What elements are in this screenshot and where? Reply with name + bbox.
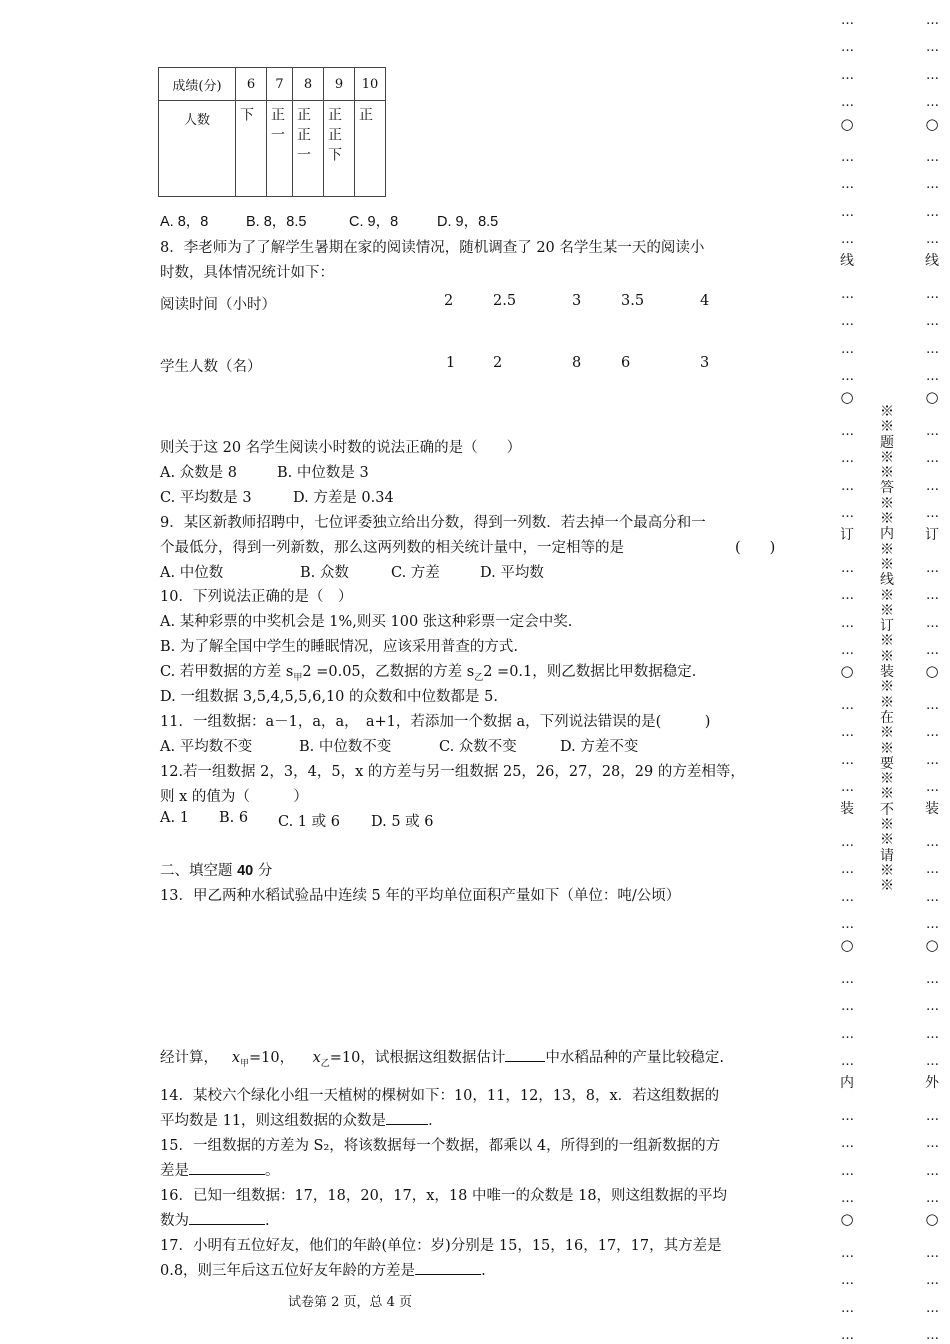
margin-dots: …	[841, 1109, 853, 1124]
margin-dots: …	[926, 205, 938, 220]
margin-dots: …	[926, 698, 938, 713]
margin-dots: …	[926, 835, 938, 850]
margin-dots: …	[926, 1301, 938, 1316]
margin-label: 装	[840, 801, 854, 817]
margin-dots: …	[841, 588, 853, 603]
margin-dots: …	[841, 1301, 853, 1316]
margin-label: 外	[925, 1075, 939, 1091]
margin-dots: …	[926, 1191, 938, 1206]
margin-dots: …	[841, 479, 853, 494]
q10-stem: 10．下列说法正确的是（ ）	[160, 589, 353, 605]
q17-line1: 17．小明有五位好友，他们的年龄(单位：岁)分别是 15，15，16，17，17，其方差是	[160, 1238, 722, 1254]
margin-dots: …	[926, 999, 938, 1014]
binding-margin-inner	[837, 0, 857, 1344]
reading-table-cell: 3.5	[621, 293, 645, 309]
score-table-header-cell: 6	[236, 68, 267, 101]
margin-circle-icon: ○	[925, 388, 939, 406]
reading-table-row2-label: 学生人数（名）	[160, 359, 262, 375]
section2-score: 40	[237, 863, 254, 879]
q10-option-c	[160, 660, 696, 683]
margin-dots: …	[841, 205, 853, 220]
score-table-count-row	[159, 101, 386, 197]
tally-cell: 下	[238, 107, 254, 127]
q17-line2-pre: 0.8，则三年后这五位好友年龄的方差是	[160, 1263, 416, 1279]
score-table-header-cell: 10	[355, 68, 386, 101]
reading-table-cell: 2	[493, 355, 503, 371]
margin-label: 装	[925, 801, 939, 817]
q9-option-b: B. 众数	[300, 565, 349, 581]
q12-option-b: B. 6	[219, 810, 249, 826]
q10-c-pre: C. 若甲数据的方差 s	[160, 664, 294, 680]
margin-circle-icon: ○	[840, 936, 854, 954]
q9-stem-line2: 个最低分，得到一列新数，那么这两列数的相关统计量中，一定相等的是	[160, 540, 624, 556]
section2-title-text: 二、填空题	[160, 863, 233, 879]
q13-answer-blank[interactable]	[505, 1048, 545, 1062]
margin-dots: …	[841, 780, 853, 795]
reading-table-cell: 8	[572, 355, 582, 371]
margin-dots: …	[926, 1273, 938, 1288]
margin-dots: …	[926, 588, 938, 603]
margin-dots: …	[926, 342, 938, 357]
margin-dots: …	[841, 1246, 853, 1261]
margin-circle-icon: ○	[840, 1210, 854, 1228]
margin-dots: …	[926, 287, 938, 302]
q9-option-c: C. 方差	[391, 565, 440, 581]
section2-score-unit: 分	[257, 863, 273, 879]
q10-option-d: D. 一组数据 3,5,4,5,5,6,10 的众数和中位数都是 5.	[160, 689, 498, 705]
margin-dots: …	[926, 1246, 938, 1261]
margin-circle-icon: ○	[840, 662, 854, 680]
margin-circle-icon: ○	[925, 936, 939, 954]
q12-stem-line1: 12.若一组数据 2，3，4，5，x 的方差与另一组数据 25，26，27，28，29 的方差相等，	[160, 764, 745, 780]
q10-c-sub2: 乙	[474, 673, 484, 683]
margin-dots: …	[926, 780, 938, 795]
q13-eq2: =10，试根据这组数据估计	[329, 1050, 506, 1066]
q17-answer-blank[interactable]	[415, 1261, 481, 1275]
margin-dots: …	[926, 561, 938, 576]
q16-line2-pre: 数为	[160, 1213, 189, 1229]
q13-xbar1: x	[231, 1050, 241, 1066]
q13-post: 中水稻品种的产量比较稳定.	[545, 1050, 724, 1066]
margin-dots: …	[926, 1109, 938, 1124]
margin-dots: …	[841, 890, 853, 905]
margin-dots: …	[926, 177, 938, 192]
q11-option-a: A. 平均数不变	[160, 739, 253, 755]
margin-dots: …	[926, 1054, 938, 1069]
q8-option-c: C. 平均数是 3	[160, 490, 252, 506]
margin-dots: …	[926, 506, 938, 521]
margin-dots: …	[841, 972, 853, 987]
margin-dots: …	[841, 999, 853, 1014]
q8-stem-line1: 8．李老师为了了解学生暑期在家的阅读情况，随机调查了 20 名学生某一天的阅读小	[160, 240, 705, 256]
q12-option-a: A. 1	[160, 810, 189, 826]
score-table-row-label: 人数	[159, 101, 236, 197]
margin-circle-icon: ○	[840, 115, 854, 133]
q10-option-b: B. 为了解全国中学生的睡眠情况，应该采用普查的方式.	[160, 639, 518, 655]
margin-dots: …	[926, 13, 938, 28]
tally-cell: 正	[357, 107, 373, 127]
tally-cell: 正正下	[326, 107, 342, 167]
margin-label: 线	[925, 253, 939, 269]
margin-dots: …	[926, 424, 938, 439]
score-table-header-row	[159, 68, 386, 101]
q11-option-d: D. 方差不变	[560, 739, 639, 755]
score-table	[158, 67, 386, 197]
margin-dots: …	[841, 1191, 853, 1206]
reading-table-cell: 2.5	[493, 293, 517, 309]
margin-dots: …	[926, 95, 938, 110]
margin-dots: …	[926, 232, 938, 247]
reading-table-cell: 3	[572, 293, 582, 309]
margin-dots: …	[841, 369, 853, 384]
q14-line2-post: ．	[428, 1113, 443, 1129]
q10-option-a: A. 某种彩票的中奖机会是 1%,则买 100 张这种彩票一定会中奖.	[160, 614, 573, 630]
score-table-header-cell: 成绩(分)	[159, 68, 236, 101]
q9-answer-paren: ( )	[735, 540, 776, 556]
margin-dots: …	[926, 1136, 938, 1151]
q7-option-b: B. 8，8.5	[246, 214, 307, 230]
q14-line1: 14．某校六个绿化小组一天植树的棵树如下：10，11，12，13，8，x．若这组数据的	[160, 1088, 720, 1104]
margin-dots: …	[841, 753, 853, 768]
q8-option-d: D. 方差是 0.34	[293, 490, 394, 506]
q7-option-c: C. 9，8	[349, 214, 399, 230]
q13-sub2: 乙	[320, 1059, 330, 1069]
q14-answer-blank[interactable]	[386, 1111, 428, 1125]
q15-line1: 15．一组数据的方差为 S₂，将该数据每一个数据，都乘以 4，所得到的一组新数据的方	[160, 1138, 721, 1154]
margin-dots: …	[841, 68, 853, 83]
margin-dots: …	[926, 369, 938, 384]
margin-dots: …	[841, 232, 853, 247]
margin-label: 内	[840, 1075, 854, 1091]
q17-line2	[160, 1259, 486, 1280]
margin-label: 线	[840, 253, 854, 269]
margin-dots: …	[841, 862, 853, 877]
q8-option-b: B. 中位数是 3	[277, 465, 369, 481]
q15-line2-pre: 差是	[160, 1163, 189, 1179]
q10-c-post: 2 =0.1，则乙数据比甲数据稳定.	[483, 664, 697, 680]
q16-line1: 16．已知一组数据：17，18，20，17，x，18 中唯一的众数是 18，则这组数据的平均	[160, 1188, 728, 1204]
score-table-header-cell: 8	[293, 68, 324, 101]
q17-line2-post: .	[481, 1263, 486, 1279]
q10-c-sub1: 甲	[293, 673, 303, 683]
margin-dots: …	[841, 287, 853, 302]
q13-eq1: =10，	[249, 1050, 295, 1066]
margin-dots: …	[926, 862, 938, 877]
tally-cell: 正正一	[295, 107, 311, 167]
margin-dots: …	[841, 1328, 853, 1343]
q14-line2-pre: 平均数是 11，则这组数据的众数是	[160, 1113, 387, 1129]
score-table-header-cell: 9	[324, 68, 355, 101]
margin-dots: …	[926, 40, 938, 55]
margin-dots: …	[841, 424, 853, 439]
margin-dots: …	[841, 643, 853, 658]
section2-title	[160, 859, 272, 880]
margin-dots: …	[926, 643, 938, 658]
margin-dots: …	[841, 1164, 853, 1179]
margin-dots: …	[841, 616, 853, 631]
q13-sub1: 甲	[240, 1059, 250, 1069]
margin-dots: …	[841, 1054, 853, 1069]
margin-dots: …	[926, 917, 938, 932]
q16-line2	[160, 1209, 270, 1230]
reading-table-cell: 1	[446, 355, 456, 371]
margin-dots: …	[841, 698, 853, 713]
q7-option-d: D. 9，8.5	[437, 214, 499, 230]
margin-dots: …	[841, 725, 853, 740]
q12-stem-line2: 则 x 的值为（ ）	[160, 789, 308, 805]
margin-dots: …	[841, 40, 853, 55]
binding-warning-note: ※※题※※答※※内※※线※※订※※装※※在※※要※※不※※请※※	[880, 404, 894, 895]
binding-margin-outer	[922, 0, 942, 1344]
q15-answer-blank[interactable]	[189, 1161, 265, 1175]
score-table-header-cell: 7	[267, 68, 293, 101]
margin-circle-icon: ○	[925, 115, 939, 133]
margin-dots: …	[926, 451, 938, 466]
q8-stem-line2: 时数，具体情况统计如下：	[160, 265, 334, 281]
reading-table-cell: 6	[621, 355, 631, 371]
q14-line2	[160, 1109, 443, 1130]
margin-dots: …	[926, 616, 938, 631]
margin-dots: …	[841, 561, 853, 576]
reading-table-cell: 2	[444, 293, 454, 309]
q13-calc	[160, 1046, 724, 1069]
margin-dots: …	[926, 1328, 938, 1343]
margin-dots: …	[841, 342, 853, 357]
margin-dots: …	[926, 890, 938, 905]
q11-option-b: B. 中位数不变	[299, 739, 392, 755]
margin-dots: …	[926, 1027, 938, 1042]
margin-dots: …	[841, 150, 853, 165]
margin-dots: …	[841, 917, 853, 932]
q8-question: 则关于这 20 名学生阅读小时数的说法正确的是（ ）	[160, 440, 522, 456]
q11-stem: 11．一组数据：a－1，a，a， a+1，若添加一个数据 a，下列说法错误的是( )	[160, 714, 711, 730]
page-footer: 试卷第 2 页，总 4 页	[287, 1295, 413, 1310]
margin-dots: …	[841, 835, 853, 850]
q9-option-a: A. 中位数	[160, 565, 224, 581]
q12-option-d: D. 5 或 6	[371, 814, 434, 830]
q15-line2-post: 。	[265, 1163, 280, 1179]
q13-calc-pre: 经计算，	[160, 1050, 218, 1066]
margin-dots: …	[926, 479, 938, 494]
margin-dots: …	[926, 972, 938, 987]
margin-dots: …	[926, 753, 938, 768]
q12-option-c: C. 1 或 6	[278, 814, 340, 830]
margin-dots: …	[926, 725, 938, 740]
q7-option-a: A. 8，8	[160, 214, 209, 230]
margin-dots: …	[841, 1136, 853, 1151]
q9-option-d: D. 平均数	[480, 565, 544, 581]
q11-option-c: C. 众数不变	[439, 739, 517, 755]
margin-dots: …	[841, 1027, 853, 1042]
margin-dots: …	[926, 1164, 938, 1179]
margin-dots: …	[841, 314, 853, 329]
reading-table-row1-label: 阅读时间（小时）	[160, 297, 276, 313]
margin-dots: …	[841, 506, 853, 521]
tally-cell: 正一	[269, 107, 285, 147]
margin-circle-icon: ○	[840, 388, 854, 406]
margin-dots: …	[926, 150, 938, 165]
margin-circle-icon: ○	[925, 662, 939, 680]
margin-dots: …	[841, 95, 853, 110]
q13-xbar2: x	[312, 1050, 321, 1066]
margin-dots: …	[841, 1273, 853, 1288]
q16-answer-blank[interactable]	[189, 1211, 265, 1225]
reading-table-cell: 4	[700, 293, 710, 309]
margin-dots: …	[926, 314, 938, 329]
margin-dots: …	[926, 68, 938, 83]
margin-label: 订	[925, 527, 939, 543]
q8-option-a: A. 众数是 8	[160, 465, 238, 481]
reading-table-cell: 3	[700, 355, 710, 371]
margin-dots: …	[841, 451, 853, 466]
q16-line2-post: .	[265, 1213, 270, 1229]
margin-dots: …	[841, 177, 853, 192]
q15-line2	[160, 1159, 280, 1180]
margin-label: 订	[840, 527, 854, 543]
q10-c-mid: 2 =0.05，乙数据的方差 s	[302, 664, 475, 680]
q13-stem: 13．甲乙两种水稻试验品中连续 5 年的平均单位面积产量如下（单位：吨/公顷）	[160, 888, 681, 904]
q9-stem-line1: 9．某区新教师招聘中，七位评委独立给出分数，得到一列数．若去掉一个最高分和一	[160, 515, 706, 531]
margin-dots: …	[841, 13, 853, 28]
margin-circle-icon: ○	[925, 1210, 939, 1228]
